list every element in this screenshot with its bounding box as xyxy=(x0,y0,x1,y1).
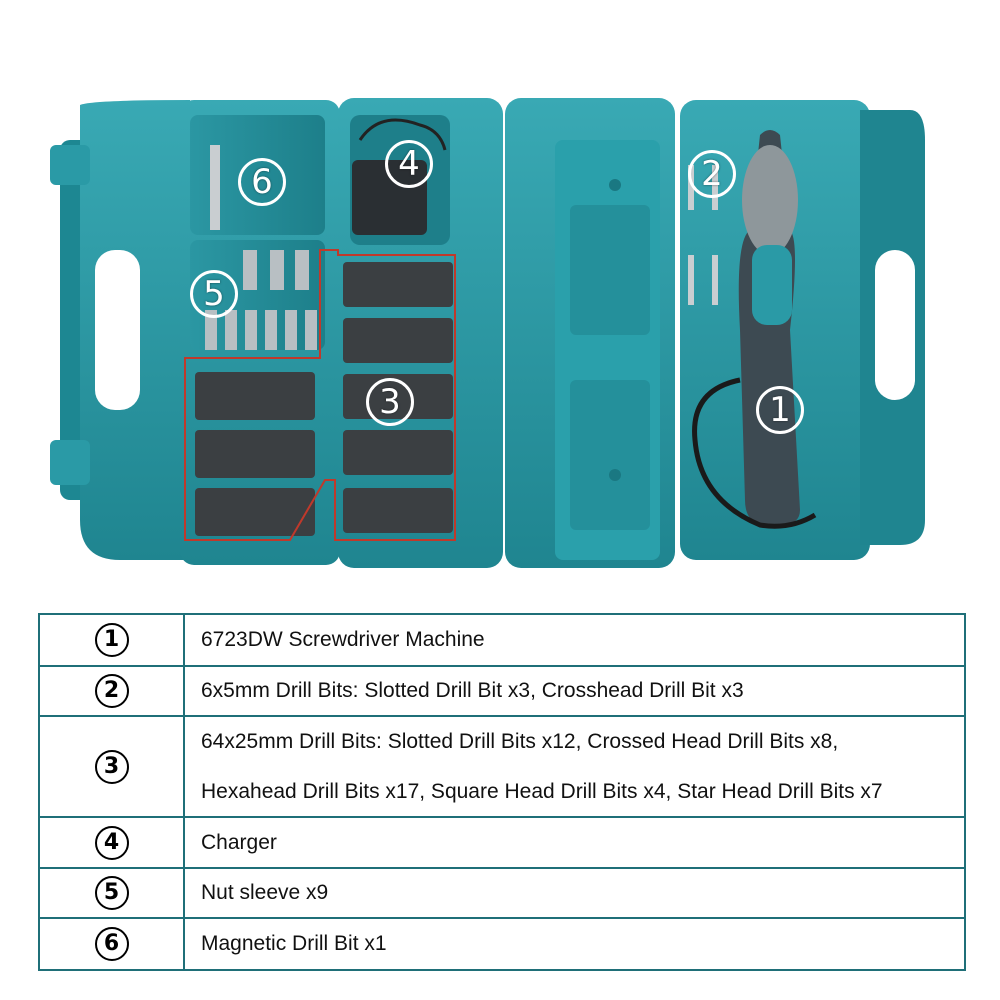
table-row-6 xyxy=(40,919,964,969)
callout-4: 4 xyxy=(385,140,433,188)
item-number-badge: 1 xyxy=(95,623,129,657)
callout-1: 1 xyxy=(756,386,804,434)
callout-6: 6 xyxy=(238,158,286,206)
table-row-3 xyxy=(40,717,964,818)
bit-rows-left xyxy=(195,372,315,536)
item-number-badge: 6 xyxy=(95,927,129,961)
item-number-badge: 2 xyxy=(95,674,129,708)
table-row-4 xyxy=(40,818,964,869)
item-number-badge: 4 xyxy=(95,826,129,860)
table-row-2 xyxy=(40,667,964,717)
item-description: 6723DW Screwdriver Machine xyxy=(201,628,485,651)
table-row-5 xyxy=(40,869,964,919)
item-description: Charger xyxy=(201,830,277,854)
item-description: Magnetic Drill Bit x1 xyxy=(201,932,387,955)
item-number-badge: 5 xyxy=(95,876,129,910)
item-description: Nut sleeve x9 xyxy=(201,881,329,904)
item-description: 64x25mm Drill Bits: Slotted Drill Bits x12, Crossed Head Drill Bits x8, Hexahead Drill Bits x17, Square Head Drill Bits x4, Star Head Drill Bits x7 xyxy=(201,729,883,803)
item-description: 6x5mm Drill Bits: Slotted Drill Bit x3, Crosshead Drill Bit x3 xyxy=(201,679,744,702)
parts-table xyxy=(38,613,966,971)
callout-2: 2 xyxy=(688,150,736,198)
callout-5: 5 xyxy=(190,270,238,318)
callout-3: 3 xyxy=(366,378,414,426)
magnetic-bit xyxy=(210,145,220,230)
table-row-1 xyxy=(40,615,964,667)
item-number-badge: 3 xyxy=(95,750,129,784)
case-middle-right-panel xyxy=(505,98,675,568)
